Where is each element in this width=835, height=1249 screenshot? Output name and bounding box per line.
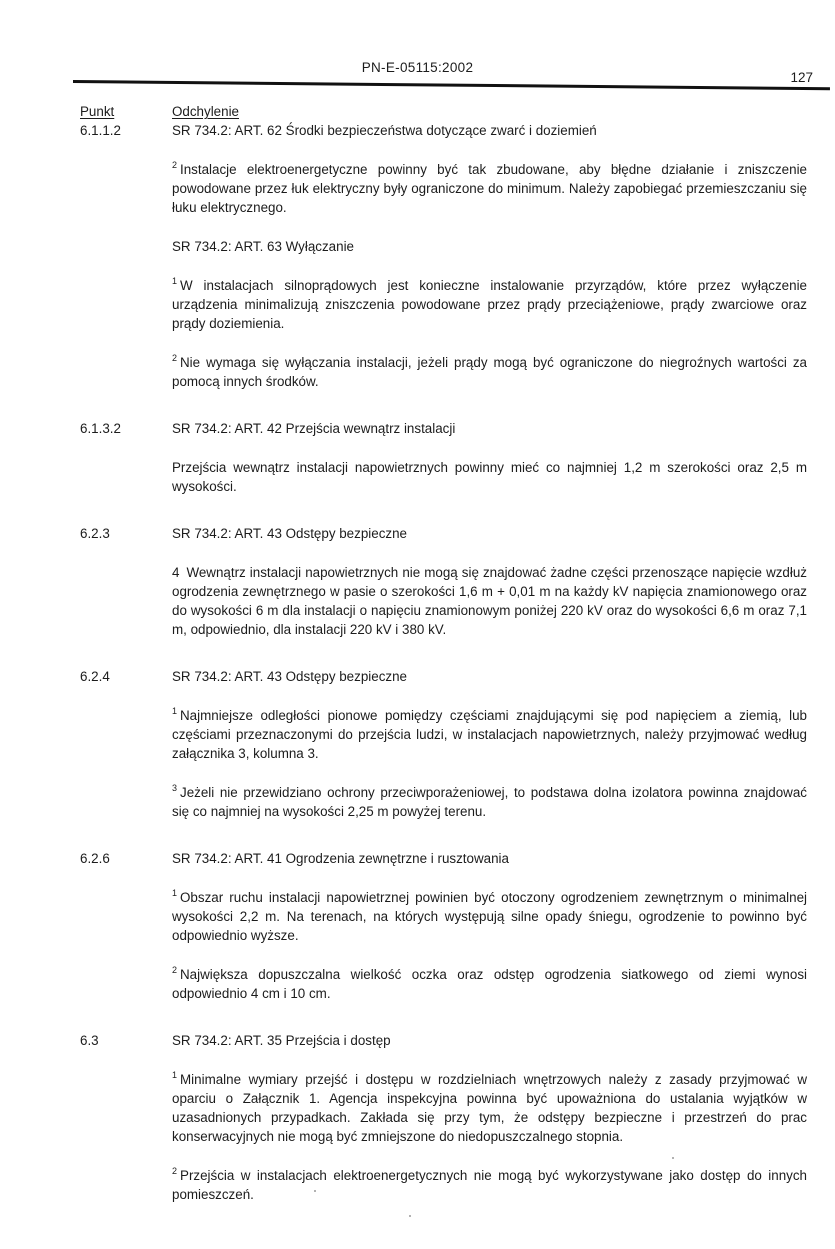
section-content: [172, 667, 807, 841]
paragraph: [172, 706, 807, 763]
footnote-superscript: 2: [172, 160, 178, 170]
section-punkt: 6.2.3: [80, 526, 110, 541]
header-rule: [73, 80, 830, 90]
article-title: SR 734.2: ART. 43 Odstępy bezpieczne: [172, 526, 407, 541]
deviation-section: [80, 849, 807, 1023]
paragraph: [172, 160, 807, 217]
paragraph-text: Jeżeli nie przewidziano ochrony przeciwporażeniowej, to podstawa dolna izolatora powinna znajdować się co najmniej na wysokości 2,25 m powyżej terenu.: [172, 785, 807, 819]
section-content: [172, 524, 807, 659]
section-punkt: 6.1.3.2: [80, 421, 121, 436]
section-content: [172, 1031, 807, 1224]
footnote-superscript: 3: [172, 783, 178, 793]
section-content: [172, 121, 807, 411]
article-title: SR 734.2: ART. 62 Środki bezpieczeństwa dotyczące zwarć i doziemień: [172, 123, 597, 138]
paragraph-text: Wewnątrz instalacji napowietrznych nie mogą się znajdować żadne części przenoszące napięcie wzdłuż ogrodzenia zewnętrznego w pasie o szerokości 1,6 m + 0,01 m na każdy kV napięcia znamionowego oraz do wysokości 6 m dla instalacji o napięciu znamionowym poniżej 220 kV oraz do wysokości 6,6 m oraz 7,1 m, odpowiednio, dla instalacji 220 kV i 380 kV.: [172, 565, 807, 637]
deviation-section: [80, 667, 807, 841]
paragraph-text: Obszar ruchu instalacji napowietrznej powinien być otoczony ogrodzeniem zewnętrznym o minimalnej wysokości 2,2 m. Na terenach, na których występują silne opady śniegu, ogrodzenie to powinno być odpowiednio wyższe.: [172, 890, 807, 943]
section-content: [172, 419, 807, 516]
footnote-superscript: 1: [172, 888, 178, 898]
section-punkt: 6.2.4: [80, 669, 110, 684]
paragraph-text: W instalacjach silnoprądowych jest konieczne instalowanie przyrządów, które przez wyłączenie urządzenia minimalizują zniszczenia powodowane przez prądy przeciążeniowe, prądy zwarciowe oraz prądy doziemienia.: [172, 278, 807, 331]
paragraph-lead: 4: [172, 565, 180, 580]
deviation-section: [80, 524, 807, 659]
column-header-punkt: Punkt: [80, 104, 115, 119]
section-punkt: 6.2.6: [80, 851, 110, 866]
deviation-section: [80, 121, 807, 411]
section-punkt: 6.3: [80, 1033, 99, 1048]
paragraph-text: Minimalne wymiary przejść i dostępu w rozdzielniach wnętrzowych należy z zasady przyjmować w oparciu o Załącznik 1. Agencja inspekcyjna powinna być upoważniona do ustalania wyjątków w uzasadnionych przypadkach. Zakłada się przy tym, że odstępy bezpieczne i przestrzeń do prac konserwacyjnych nie mogą być zmniejszone do niedopuszczalnego stopnia.: [172, 1072, 807, 1144]
footnote-superscript: 2: [172, 1166, 178, 1176]
paragraph: [172, 965, 807, 1003]
footnote-superscript: 1: [172, 276, 178, 286]
paragraph-text: Najmniejsze odległości pionowe pomiędzy częściami znajdującymi się pod napięciem a ziemią, lub częściami przeznaczonymi do przejścia ludzi, w instalacjach napowietrznych, należy przyjmować według załącznika 3, kolumna 3.: [172, 708, 807, 761]
paragraph-text: Nie wymaga się wyłączania instalacji, jeżeli prądy mogą być ograniczone do niegroźnych wartości za pomocą innych środków.: [172, 355, 807, 389]
footnote-superscript: 2: [172, 353, 178, 363]
paragraph-text: Przejścia w instalacjach elektroenergetycznych nie mogą być wykorzystywane jako dostęp do innych pomieszczeń.: [172, 1168, 807, 1202]
paragraph-text: Instalacje elektroenergetyczne powinny być tak zbudowane, aby błędne działanie i zniszczenie powodowane przez łuk elektryczny były ograniczone do minimum. Należy zapobiegać przemieszczaniu się łuku elektrycznego.: [172, 162, 807, 215]
footnote-superscript: 2: [172, 965, 178, 975]
article-title: SR 734.2: ART. 63 Wyłączanie: [172, 239, 354, 254]
scan-speck: [409, 1215, 411, 1217]
footnote-superscript: 1: [172, 706, 178, 716]
paragraph: [172, 563, 807, 639]
paragraph: [172, 458, 807, 496]
column-header-odchylenie: Odchylenie: [172, 104, 239, 119]
section-punkt: 6.1.1.2: [80, 123, 121, 138]
article-title: SR 734.2: ART. 43 Odstępy bezpieczne: [172, 669, 407, 684]
paragraph: [172, 276, 807, 333]
paragraph-text: Przejścia wewnątrz instalacji napowietrznych powinny mieć co najmniej 1,2 m szerokości oraz 2,5 m wysokości.: [172, 460, 807, 494]
paragraph-text: Największa dopuszczalna wielkość oczka oraz odstęp ogrodzenia siatkowego od ziemi wynosi odpowiednio 4 cm i 10 cm.: [172, 967, 807, 1001]
scan-speck: [672, 1157, 674, 1159]
section-content: [172, 849, 807, 1023]
page-header: [0, 0, 835, 96]
article-title: SR 734.2: ART. 35 Przejścia i dostęp: [172, 1033, 391, 1048]
footnote-superscript: 1: [172, 1070, 178, 1080]
document-body: [0, 121, 835, 1224]
article-title: SR 734.2: ART. 41 Ogrodzenia zewnętrzne i rusztowania: [172, 851, 509, 866]
paragraph: [172, 1166, 807, 1204]
page-number: 127: [790, 70, 813, 85]
article-title: SR 734.2: ART. 42 Przejścia wewnątrz instalacji: [172, 421, 456, 436]
scan-speck: [314, 1190, 316, 1192]
paragraph: [172, 353, 807, 391]
deviation-section: [80, 419, 807, 516]
paragraph: [172, 783, 807, 821]
column-headers: [0, 96, 835, 121]
paragraph: [172, 888, 807, 945]
standard-number: PN-E-05115:2002: [361, 60, 474, 75]
paragraph: [172, 1070, 807, 1146]
deviation-section: [80, 1031, 807, 1224]
